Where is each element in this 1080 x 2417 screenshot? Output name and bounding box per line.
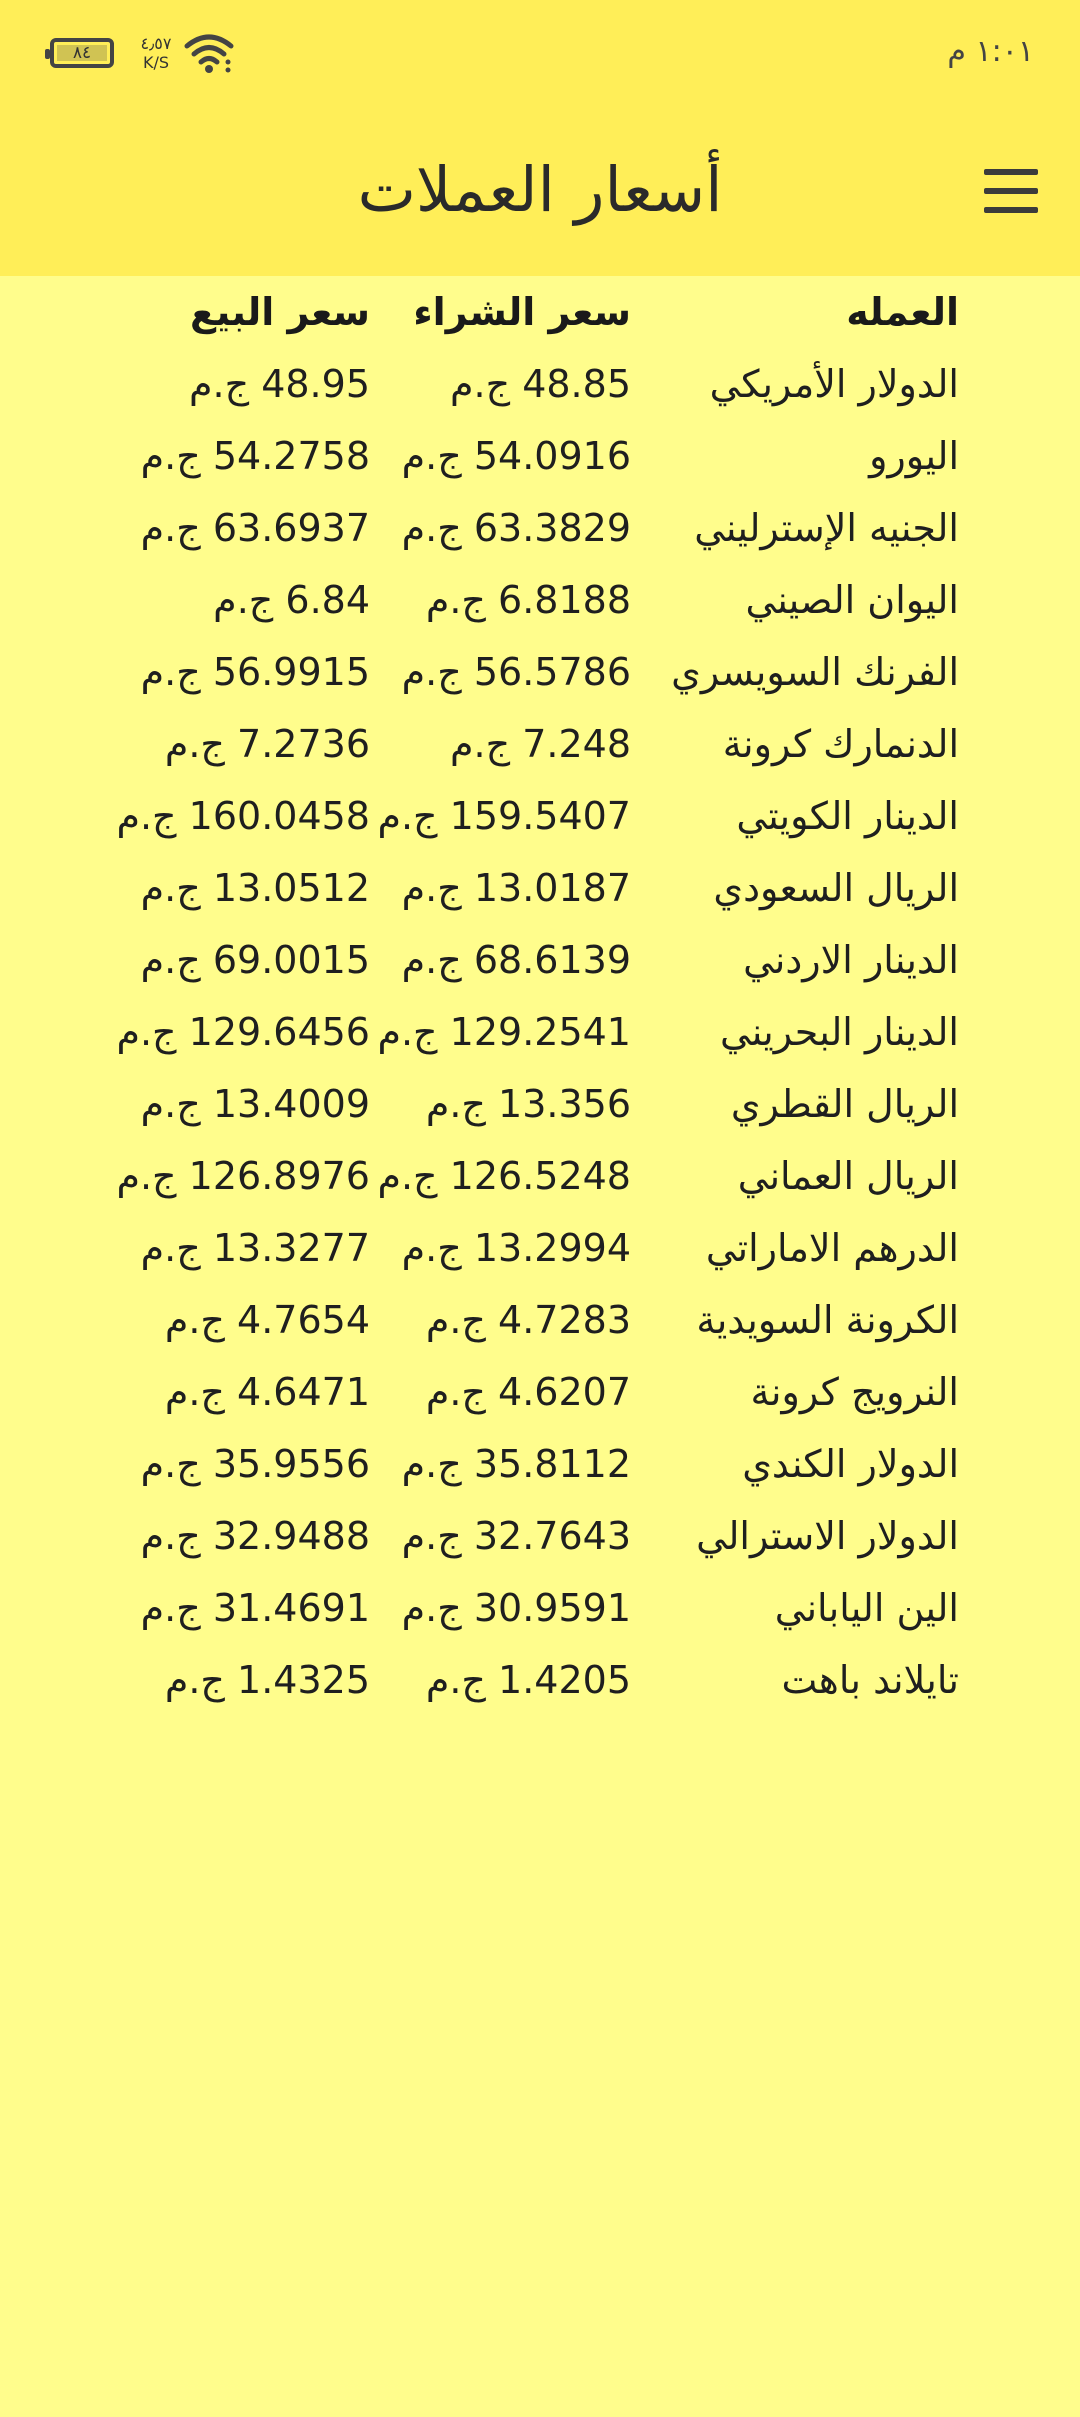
network-speed-value: ٤٫٥٧ (140, 34, 172, 53)
sell-price: 13.0512 ج.م (140, 866, 370, 910)
buy-price: 63.3829 ج.م (401, 506, 631, 550)
buy-price: 159.5407 ج.م (377, 794, 631, 838)
header-currency: العمله (846, 290, 959, 334)
page-title: أسعار العملات (357, 153, 723, 226)
buy-price: 35.8112 ج.م (401, 1442, 631, 1486)
table-row (0, 924, 1080, 996)
table-row (0, 1428, 1080, 1500)
currency-table (0, 276, 1080, 1716)
table-row (0, 492, 1080, 564)
currency-name: النرويج كرونة (750, 1370, 959, 1414)
table-row (0, 420, 1080, 492)
sell-price: 13.4009 ج.م (140, 1082, 370, 1126)
currency-name: الكرونة السويدية (696, 1298, 959, 1342)
currency-name: اليوان الصيني (745, 578, 959, 622)
buy-price: 13.0187 ج.م (401, 866, 631, 910)
header-buy-price: سعر الشراء (413, 290, 631, 334)
status-clock: ١:٠١ م (947, 34, 1034, 69)
sell-price: 126.8976 ج.م (116, 1154, 370, 1198)
sell-price: 160.0458 ج.م (116, 794, 370, 838)
network-speed (136, 34, 176, 72)
menu-icon-line (984, 207, 1038, 213)
currency-name: الريال العماني (737, 1154, 959, 1198)
table-row (0, 1644, 1080, 1716)
table-row (0, 1140, 1080, 1212)
currency-name: الدينار الاردني (743, 938, 959, 982)
currency-name: الدولار الاسترالي (696, 1514, 959, 1558)
network-speed-unit: K/S (142, 53, 170, 72)
table-row (0, 1284, 1080, 1356)
sell-price: 69.0015 ج.م (140, 938, 370, 982)
battery-icon (50, 38, 114, 68)
sell-price: 4.7654 ج.م (164, 1298, 370, 1342)
sell-price: 48.95 ج.م (188, 362, 370, 406)
table-row (0, 348, 1080, 420)
table-body (0, 348, 1080, 1716)
header-sell-price: سعر البيع (190, 290, 370, 334)
table-row (0, 1356, 1080, 1428)
menu-icon-line (984, 169, 1038, 175)
buy-price: 7.248 ج.م (449, 722, 631, 766)
buy-price: 30.9591 ج.م (401, 1586, 631, 1630)
currency-name: الين الياباني (774, 1586, 959, 1630)
table-row (0, 564, 1080, 636)
buy-price: 1.4205 ج.م (425, 1658, 631, 1702)
buy-price: 54.0916 ج.م (401, 434, 631, 478)
menu-button[interactable] (980, 165, 1042, 217)
currency-name: تايلاند باهت (781, 1658, 959, 1702)
currency-name: الدنمارك كرونة (722, 722, 959, 766)
battery-nub (45, 49, 50, 59)
buy-price: 13.356 ج.م (425, 1082, 631, 1126)
buy-price: 32.7643 ج.م (401, 1514, 631, 1558)
buy-price: 48.85 ج.م (449, 362, 631, 406)
buy-price: 4.7283 ج.م (425, 1298, 631, 1342)
sell-price: 6.84 ج.م (213, 578, 370, 622)
table-header-row (0, 276, 1080, 348)
currency-name: الريال القطري (730, 1082, 959, 1126)
sell-price: 56.9915 ج.م (140, 650, 370, 694)
currency-name: اليورو (869, 434, 959, 478)
buy-price: 56.5786 ج.م (401, 650, 631, 694)
app-bar (0, 0, 1080, 276)
table-row (0, 1068, 1080, 1140)
currency-name: الدولار الأمريكي (709, 362, 959, 406)
wifi-icon (184, 32, 234, 74)
currency-name: الدينار البحريني (720, 1010, 959, 1054)
table-row (0, 1572, 1080, 1644)
table-row (0, 780, 1080, 852)
buy-price: 68.6139 ج.م (401, 938, 631, 982)
menu-icon-line (984, 188, 1038, 194)
currency-name: الفرنك السويسري (671, 650, 959, 694)
sell-price: 1.4325 ج.م (164, 1658, 370, 1702)
buy-price: 4.6207 ج.م (425, 1370, 631, 1414)
buy-price: 129.2541 ج.م (377, 1010, 631, 1054)
sell-price: 35.9556 ج.م (140, 1442, 370, 1486)
table-row (0, 852, 1080, 924)
currency-name: الجنيه الإسترليني (694, 506, 959, 550)
sell-price: 54.2758 ج.م (140, 434, 370, 478)
table-row (0, 1212, 1080, 1284)
currency-name: الدولار الكندي (742, 1442, 959, 1486)
currency-name: الدرهم الاماراتي (705, 1226, 959, 1270)
buy-price: 126.5248 ج.م (377, 1154, 631, 1198)
currency-name: الدينار الكويتي (736, 794, 959, 838)
sell-price: 31.4691 ج.م (140, 1586, 370, 1630)
table-row (0, 708, 1080, 780)
table-row (0, 996, 1080, 1068)
sell-price: 7.2736 ج.م (164, 722, 370, 766)
sell-price: 13.3277 ج.م (140, 1226, 370, 1270)
buy-price: 6.8188 ج.م (425, 578, 631, 622)
battery-level: ٨٤ (72, 43, 92, 63)
table-row (0, 1500, 1080, 1572)
sell-price: 32.9488 ج.م (140, 1514, 370, 1558)
sell-price: 4.6471 ج.م (164, 1370, 370, 1414)
sell-price: 63.6937 ج.م (140, 506, 370, 550)
currency-name: الريال السعودي (713, 866, 959, 910)
table-row (0, 636, 1080, 708)
buy-price: 13.2994 ج.م (401, 1226, 631, 1270)
sell-price: 129.6456 ج.م (116, 1010, 370, 1054)
